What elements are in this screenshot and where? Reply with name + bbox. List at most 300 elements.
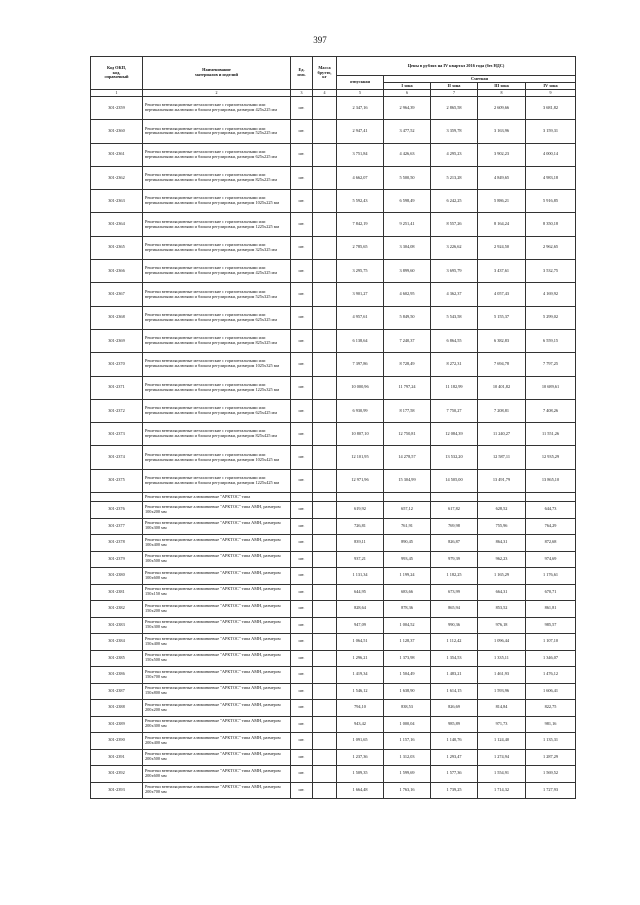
price-zone-4: 1 176,61 [526, 568, 576, 585]
item-code: 301-2378 [91, 535, 143, 552]
item-code: 301-2375 [91, 469, 143, 492]
item-unit [291, 493, 313, 502]
item-name: Решетки вентиляционные металлические с горизонтальными или вертикальными жалюзями и блоком регулировки, размером 1225х225 мм [143, 213, 291, 236]
price-zone-2: 979,39 [431, 551, 478, 568]
price-base: 1 237,36 [337, 749, 384, 766]
header-name: Наименование материалов и изделий [143, 57, 291, 90]
item-unit: шт. [291, 667, 313, 684]
item-name: Решетки вентиляционные металлические с горизонтальными или вертикальными жалюзями и блоком регулировки, размером 1225х425 мм [143, 469, 291, 492]
item-name: Решетки вентиляционные алюминиевые "АРКТОС" типа АМН, размером 200х700 мм [143, 782, 291, 799]
item-code: 301-2386 [91, 667, 143, 684]
item-code: 301-2372 [91, 399, 143, 422]
price-base: 3 901,27 [337, 283, 384, 306]
price-zone-2: 11 182,99 [431, 376, 478, 399]
item-mass [313, 667, 337, 684]
header-price-group: Цены в рублях на IV квартал 2016 года (без НДС) [337, 57, 576, 76]
item-name: Решетки вентиляционные металлические с горизонтальными или вертикальными жалюзями и блоком регулировки, размером 425х325 мм [143, 260, 291, 283]
table-row [91, 584, 576, 601]
price-zone-2 [431, 493, 478, 502]
column-number: 3 [291, 90, 313, 97]
item-mass [313, 283, 337, 306]
price-zone-2: 3 226,62 [431, 236, 478, 259]
item-mass [313, 166, 337, 189]
item-mass [313, 700, 337, 717]
item-unit: шт. [291, 749, 313, 766]
item-code: 301-2382 [91, 601, 143, 618]
item-code: 301-2384 [91, 634, 143, 651]
item-name: Решетки вентиляционные алюминиевые "АРКТОС" типа АМН, размером 150х700 мм [143, 667, 291, 684]
price-zone-3: 5 886,21 [478, 190, 526, 213]
item-unit: шт. [291, 120, 313, 143]
price-zone-1: 838,53 [384, 700, 431, 717]
price-zone-3: 1 593,96 [478, 683, 526, 700]
item-code: 301-2360 [91, 120, 143, 143]
price-base: 1 509,35 [337, 766, 384, 783]
table-row [91, 683, 576, 700]
price-zone-1 [384, 493, 431, 502]
header-zone-1: I зона [384, 83, 431, 90]
table-row [91, 469, 576, 492]
item-code: 301-2383 [91, 617, 143, 634]
table-row [91, 766, 576, 783]
item-mass [313, 766, 337, 783]
header-base-price: отпускная [337, 76, 384, 90]
item-name: Решетки вентиляционные алюминиевые "АРКТОС" типа АМН, размером 150х400 мм [143, 634, 291, 651]
price-zone-4: 1 606,41 [526, 683, 576, 700]
item-unit: шт. [291, 716, 313, 733]
item-unit: шт. [291, 97, 313, 120]
item-unit: шт. [291, 423, 313, 446]
price-zone-4: 5 299,02 [526, 306, 576, 329]
item-name: Решетки вентиляционные металлические с горизонтальными или вертикальными жалюзями и блоком регулировки, размером 1025х325 мм [143, 353, 291, 376]
item-unit: шт. [291, 469, 313, 492]
item-name: Решетки вентиляционные алюминиевые "АРКТОС" типа АМН, размером 150х200 мм [143, 601, 291, 618]
price-zone-1: 761,91 [384, 518, 431, 535]
price-zone-1: 12 750,81 [384, 423, 431, 446]
price-zone-4: 3 159,31 [526, 120, 576, 143]
item-mass [313, 306, 337, 329]
price-zone-1: 2 964,39 [384, 97, 431, 120]
item-name: Решетки вентиляционные металлические с горизонтальными или вертикальными жалюзями и блоком регулировки, размером 525х325 мм [143, 283, 291, 306]
column-number: 4 [313, 90, 337, 97]
item-mass [313, 650, 337, 667]
price-zone-4: 4 983,18 [526, 166, 576, 189]
item-code: 301-2367 [91, 283, 143, 306]
column-number: 7 [431, 90, 478, 97]
item-unit: шт. [291, 353, 313, 376]
price-zone-4: 1 287,29 [526, 749, 576, 766]
price-zone-4: 4 000,14 [526, 143, 576, 166]
item-mass [313, 551, 337, 568]
price-base: 2 947,41 [337, 120, 384, 143]
price-zone-4: 981,16 [526, 716, 576, 733]
price-zone-1: 6 598,49 [384, 190, 431, 213]
item-mass [313, 423, 337, 446]
price-zone-1: 3 304,08 [384, 236, 431, 259]
price-zone-1: 7 240,37 [384, 329, 431, 352]
item-unit: шт. [291, 617, 313, 634]
price-zone-3: 864,31 [478, 535, 526, 552]
item-code: 301-2364 [91, 213, 143, 236]
item-code: 301-2377 [91, 518, 143, 535]
price-zone-1: 5 849,50 [384, 306, 431, 329]
price-zone-3: 755,96 [478, 518, 526, 535]
item-mass [313, 733, 337, 750]
column-number: 2 [143, 90, 291, 97]
price-zone-4: 3 681,82 [526, 97, 576, 120]
price-zone-3: 4 849,65 [478, 166, 526, 189]
price-base: 794,10 [337, 700, 384, 717]
price-base: 12 101,95 [337, 446, 384, 469]
price-base [337, 493, 384, 502]
table-row [91, 568, 576, 585]
price-base: 1 664,48 [337, 782, 384, 799]
item-unit: шт. [291, 166, 313, 189]
price-zone-3: 628,52 [478, 502, 526, 519]
item-mass [313, 716, 337, 733]
page-number: 397 [313, 35, 327, 45]
price-base: 2 785,65 [337, 236, 384, 259]
item-unit: шт. [291, 683, 313, 700]
item-unit: шт. [291, 446, 313, 469]
item-name: Решетки вентиляционные алюминиевые "АРКТОС" типа [143, 493, 291, 502]
price-zone-1: 1 763,16 [384, 782, 431, 799]
price-zone-4: 12 935,29 [526, 446, 576, 469]
item-mass [313, 502, 337, 519]
price-zone-4: 6 559,15 [526, 329, 576, 352]
table-row [91, 502, 576, 519]
item-mass [313, 236, 337, 259]
table-row [91, 329, 576, 352]
price-zone-2: 2 865,58 [431, 97, 478, 120]
table-row [91, 236, 576, 259]
item-unit: шт. [291, 283, 313, 306]
item-name: Решетки вентиляционные алюминиевые "АРКТОС" типа АМН, размером 150х800 мм [143, 683, 291, 700]
item-mass [313, 399, 337, 422]
header-mass: Масса брутто, кг [313, 57, 337, 90]
item-code: 301-2393 [91, 782, 143, 799]
item-name: Решетки вентиляционные алюминиевые "АРКТОС" типа АМН, размером 200х200 мм [143, 700, 291, 717]
table-row [91, 376, 576, 399]
price-base: 1 419,34 [337, 667, 384, 684]
item-name: Решетки вентиляционные алюминиевые "АРКТОС" типа АМН, размером 100х300 мм [143, 518, 291, 535]
price-zone-1: 4 426,63 [384, 143, 431, 166]
item-code: 301-2374 [91, 446, 143, 469]
price-zone-1: 683,66 [384, 584, 431, 601]
item-unit: шт. [291, 329, 313, 352]
price-base: 619,92 [337, 502, 384, 519]
item-mass [313, 634, 337, 651]
price-zone-3: 13 491,79 [478, 469, 526, 492]
price-base: 4 662,07 [337, 166, 384, 189]
price-zone-1: 890,45 [384, 535, 431, 552]
item-name: Решетки вентиляционные алюминиевые "АРКТОС" типа АМН, размером 150х150 мм [143, 584, 291, 601]
price-zone-4: 3 532,75 [526, 260, 576, 283]
item-mass [313, 518, 337, 535]
price-zone-3: 971,73 [478, 716, 526, 733]
price-zone-1: 1 504,49 [384, 667, 431, 684]
price-zone-3: 1 165,29 [478, 568, 526, 585]
price-base: 726,81 [337, 518, 384, 535]
table-row [91, 749, 576, 766]
item-name: Решетки вентиляционные металлические с горизонтальными или вертикальными жалюзями и блоком регулировки, размером 325х325 мм [143, 236, 291, 259]
item-code: 301-2368 [91, 306, 143, 329]
item-unit: шт. [291, 190, 313, 213]
item-mass [313, 683, 337, 700]
item-unit: шт. [291, 518, 313, 535]
price-zone-2: 1 577,36 [431, 766, 478, 783]
table-row [91, 518, 576, 535]
price-zone-1: 1 128,37 [384, 634, 431, 651]
item-unit: шт. [291, 502, 313, 519]
price-table [90, 56, 576, 799]
price-zone-3: 10 401,82 [478, 376, 526, 399]
column-number: 5 [337, 90, 384, 97]
item-code: 301-2369 [91, 329, 143, 352]
price-zone-2: 673,99 [431, 584, 478, 601]
price-zone-4: 822,75 [526, 700, 576, 717]
item-code: 301-2370 [91, 353, 143, 376]
price-zone-4: 13 865,10 [526, 469, 576, 492]
price-zone-2: 4 295,23 [431, 143, 478, 166]
item-unit: шт. [291, 236, 313, 259]
price-zone-2: 1 182,25 [431, 568, 478, 585]
item-name: Решетки вентиляционные металлические с горизонтальными или вертикальными жалюзями и блоком регулировки, размером 1025х425 мм [143, 446, 291, 469]
item-mass [313, 376, 337, 399]
item-code: 301-2385 [91, 650, 143, 667]
price-zone-3: 7 208,81 [478, 399, 526, 422]
price-zone-4: 5 916,85 [526, 190, 576, 213]
item-mass [313, 446, 337, 469]
table-row [91, 650, 576, 667]
item-code: 301-2363 [91, 190, 143, 213]
price-zone-4: 872,68 [526, 535, 576, 552]
price-zone-4: 1 346,07 [526, 650, 576, 667]
item-unit: шт. [291, 700, 313, 717]
price-zone-1: 993,45 [384, 551, 431, 568]
price-zone-4: 1 727,93 [526, 782, 576, 799]
price-zone-4: 4 169,92 [526, 283, 576, 306]
price-zone-1: 1 599,69 [384, 766, 431, 783]
price-zone-4: 861,81 [526, 601, 576, 618]
price-base: 947,09 [337, 617, 384, 634]
price-base: 4 957,61 [337, 306, 384, 329]
price-zone-3: 664,31 [478, 584, 526, 601]
price-zone-1: 3 899,60 [384, 260, 431, 283]
table-row [91, 120, 576, 143]
item-unit: шт. [291, 766, 313, 783]
item-mass [313, 260, 337, 283]
item-mass [313, 601, 337, 618]
table-row [91, 782, 576, 799]
price-zone-2: 1 739,25 [431, 782, 478, 799]
table-row [91, 667, 576, 684]
table-row [91, 601, 576, 618]
price-zone-4: 670,71 [526, 584, 576, 601]
item-name: Решетки вентиляционные металлические с горизонтальными или вертикальными жалюзями и блоком регулировки, размером 825х225 мм [143, 166, 291, 189]
price-zone-2: 985,89 [431, 716, 478, 733]
price-zone-2: 1 293,47 [431, 749, 478, 766]
price-zone-2: 1 614,15 [431, 683, 478, 700]
item-code: 301-2362 [91, 166, 143, 189]
price-zone-2: 1 140,76 [431, 733, 478, 750]
table-row [91, 535, 576, 552]
table-row [91, 446, 576, 469]
price-zone-3: 3 437,61 [478, 260, 526, 283]
header-unit: Ед. изм. [291, 57, 313, 90]
item-code: 301-2359 [91, 97, 143, 120]
item-name: Решетки вентиляционные алюминиевые "АРКТОС" типа АМН, размером 200х400 мм [143, 733, 291, 750]
price-zone-4: 1 476,12 [526, 667, 576, 684]
item-name: Решетки вентиляционные металлические с горизонтальными или вертикальными жалюзями и блоком регулировки, размером 625х225 мм [143, 143, 291, 166]
price-zone-4: 974,69 [526, 551, 576, 568]
item-code: 301-2380 [91, 568, 143, 585]
price-zone-3: 976,18 [478, 617, 526, 634]
price-zone-2: 7 750,27 [431, 399, 478, 422]
item-name: Решетки вентиляционные металлические с горизонтальными или вертикальными жалюзями и блоком регулировки, размером 425х225 мм [143, 97, 291, 120]
price-zone-4: 1 135,31 [526, 733, 576, 750]
item-unit: шт. [291, 584, 313, 601]
price-zone-4: 644,73 [526, 502, 576, 519]
table-row [91, 733, 576, 750]
price-zone-1: 4 602,95 [384, 283, 431, 306]
header-zone-2: II зона [431, 83, 478, 90]
table-row [91, 634, 576, 651]
price-zone-1: 1 199,24 [384, 568, 431, 585]
price-zone-3: 1 274,94 [478, 749, 526, 766]
price-zone-3: 814,84 [478, 700, 526, 717]
price-zone-2: 5 213,28 [431, 166, 478, 189]
item-name: Решетки вентиляционные алюминиевые "АРКТОС" типа АМН, размером 100х500 мм [143, 551, 291, 568]
item-mass [313, 749, 337, 766]
column-number: 1 [91, 90, 143, 97]
item-name: Решетки вентиляционные металлические с горизонтальными или вертикальными жалюзями и блоком регулировки, размером 1025х225 мм [143, 190, 291, 213]
price-base: 6 138,64 [337, 329, 384, 352]
item-unit: шт. [291, 399, 313, 422]
item-code: 301-2379 [91, 551, 143, 568]
item-unit: шт. [291, 551, 313, 568]
item-mass [313, 143, 337, 166]
price-zone-1: 9 251,41 [384, 213, 431, 236]
price-zone-2: 8 272,31 [431, 353, 478, 376]
item-name: Решетки вентиляционные алюминиевые "АРКТОС" типа АМН, размером 150х300 мм [143, 617, 291, 634]
price-zone-4: 11 551,26 [526, 423, 576, 446]
price-zone-3: 2 924,50 [478, 236, 526, 259]
item-mass [313, 584, 337, 601]
item-name: Решетки вентиляционные металлические с горизонтальными или вертикальными жалюзями и блоком регулировки, размером 625х425 мм [143, 399, 291, 422]
price-zone-1: 1 157,16 [384, 733, 431, 750]
table-row [91, 716, 576, 733]
price-base: 2 347,16 [337, 97, 384, 120]
price-zone-2: 865,94 [431, 601, 478, 618]
item-code: 301-2371 [91, 376, 143, 399]
item-unit: шт. [291, 376, 313, 399]
price-zone-2: 826,69 [431, 700, 478, 717]
table-row [91, 617, 576, 634]
price-zone-4: 10 689,61 [526, 376, 576, 399]
item-code: 301-2390 [91, 733, 143, 750]
price-zone-3: 1 714,32 [478, 782, 526, 799]
price-zone-3: 1 124,40 [478, 733, 526, 750]
price-zone-1: 1 312,03 [384, 749, 431, 766]
item-mass [313, 469, 337, 492]
price-base: 7 397,86 [337, 353, 384, 376]
item-code: 301-2365 [91, 236, 143, 259]
price-zone-3: 3 163,96 [478, 120, 526, 143]
item-code: 301-2388 [91, 700, 143, 717]
price-zone-2: 6 242,25 [431, 190, 478, 213]
price-base: 10 000,96 [337, 376, 384, 399]
item-unit: шт. [291, 260, 313, 283]
price-base: 3 751,84 [337, 143, 384, 166]
price-base: 644,95 [337, 584, 384, 601]
price-zone-4: 7 408,26 [526, 399, 576, 422]
item-name: Решетки вентиляционные алюминиевые "АРКТОС" типа АМН, размером 200х300 мм [143, 716, 291, 733]
item-code [91, 493, 143, 502]
price-base: 1 091,65 [337, 733, 384, 750]
table-row [91, 166, 576, 189]
item-code: 301-2391 [91, 749, 143, 766]
price-zone-3: 6 382,83 [478, 329, 526, 352]
item-code: 301-2366 [91, 260, 143, 283]
table-row [91, 143, 576, 166]
price-zone-4 [526, 493, 576, 502]
item-name: Решетки вентиляционные металлические с горизонтальными или вертикальными жалюзями и блоком регулировки, размером 625х325 мм [143, 306, 291, 329]
header-code: Код ОКП, код, справочный [91, 57, 143, 90]
price-base: 1 546,12 [337, 683, 384, 700]
price-base: 7 842,19 [337, 213, 384, 236]
price-zone-3: 1 096,44 [478, 634, 526, 651]
price-base: 828,64 [337, 601, 384, 618]
price-base: 3 295,75 [337, 260, 384, 283]
header-estimate-group: Сметная [384, 76, 576, 83]
item-mass [313, 213, 337, 236]
column-number-row [91, 90, 576, 97]
table-row [91, 353, 576, 376]
item-name: Решетки вентиляционные алюминиевые "АРКТОС" типа АМН, размером 100х600 мм [143, 568, 291, 585]
price-base: 943,42 [337, 716, 384, 733]
price-zone-2: 8 557,26 [431, 213, 478, 236]
price-zone-2: 5 543,58 [431, 306, 478, 329]
price-zone-2: 3 695,79 [431, 260, 478, 283]
item-name: Решетки вентиляционные алюминиевые "АРКТОС" типа АМН, размером 150х500 мм [143, 650, 291, 667]
price-zone-2: 4 362,37 [431, 283, 478, 306]
price-zone-2: 617,82 [431, 502, 478, 519]
item-name: Решетки вентиляционные металлические с горизонтальными или вертикальными жалюзями и блоком регулировки, размером 825х325 мм [143, 329, 291, 352]
price-zone-3: 4 057,43 [478, 283, 526, 306]
price-zone-3: 2 609,66 [478, 97, 526, 120]
price-zone-1: 878,36 [384, 601, 431, 618]
price-zone-3: 12 587,11 [478, 446, 526, 469]
table-row [91, 551, 576, 568]
table-row [91, 260, 576, 283]
price-zone-3 [478, 493, 526, 502]
price-zone-2: 826,87 [431, 535, 478, 552]
column-number: 8 [478, 90, 526, 97]
price-zone-3: 11 240,27 [478, 423, 526, 446]
price-zone-2: 990,36 [431, 617, 478, 634]
price-zone-1: 8 177,58 [384, 399, 431, 422]
header-zone-4: IV зона [526, 83, 576, 90]
price-zone-3: 1 554,91 [478, 766, 526, 783]
price-zone-1: 1 000,04 [384, 716, 431, 733]
price-base: 5 592,43 [337, 190, 384, 213]
item-code: 301-2389 [91, 716, 143, 733]
table-row [91, 700, 576, 717]
price-base: 10 807,10 [337, 423, 384, 446]
price-zone-2: 1 354,53 [431, 650, 478, 667]
item-mass [313, 190, 337, 213]
